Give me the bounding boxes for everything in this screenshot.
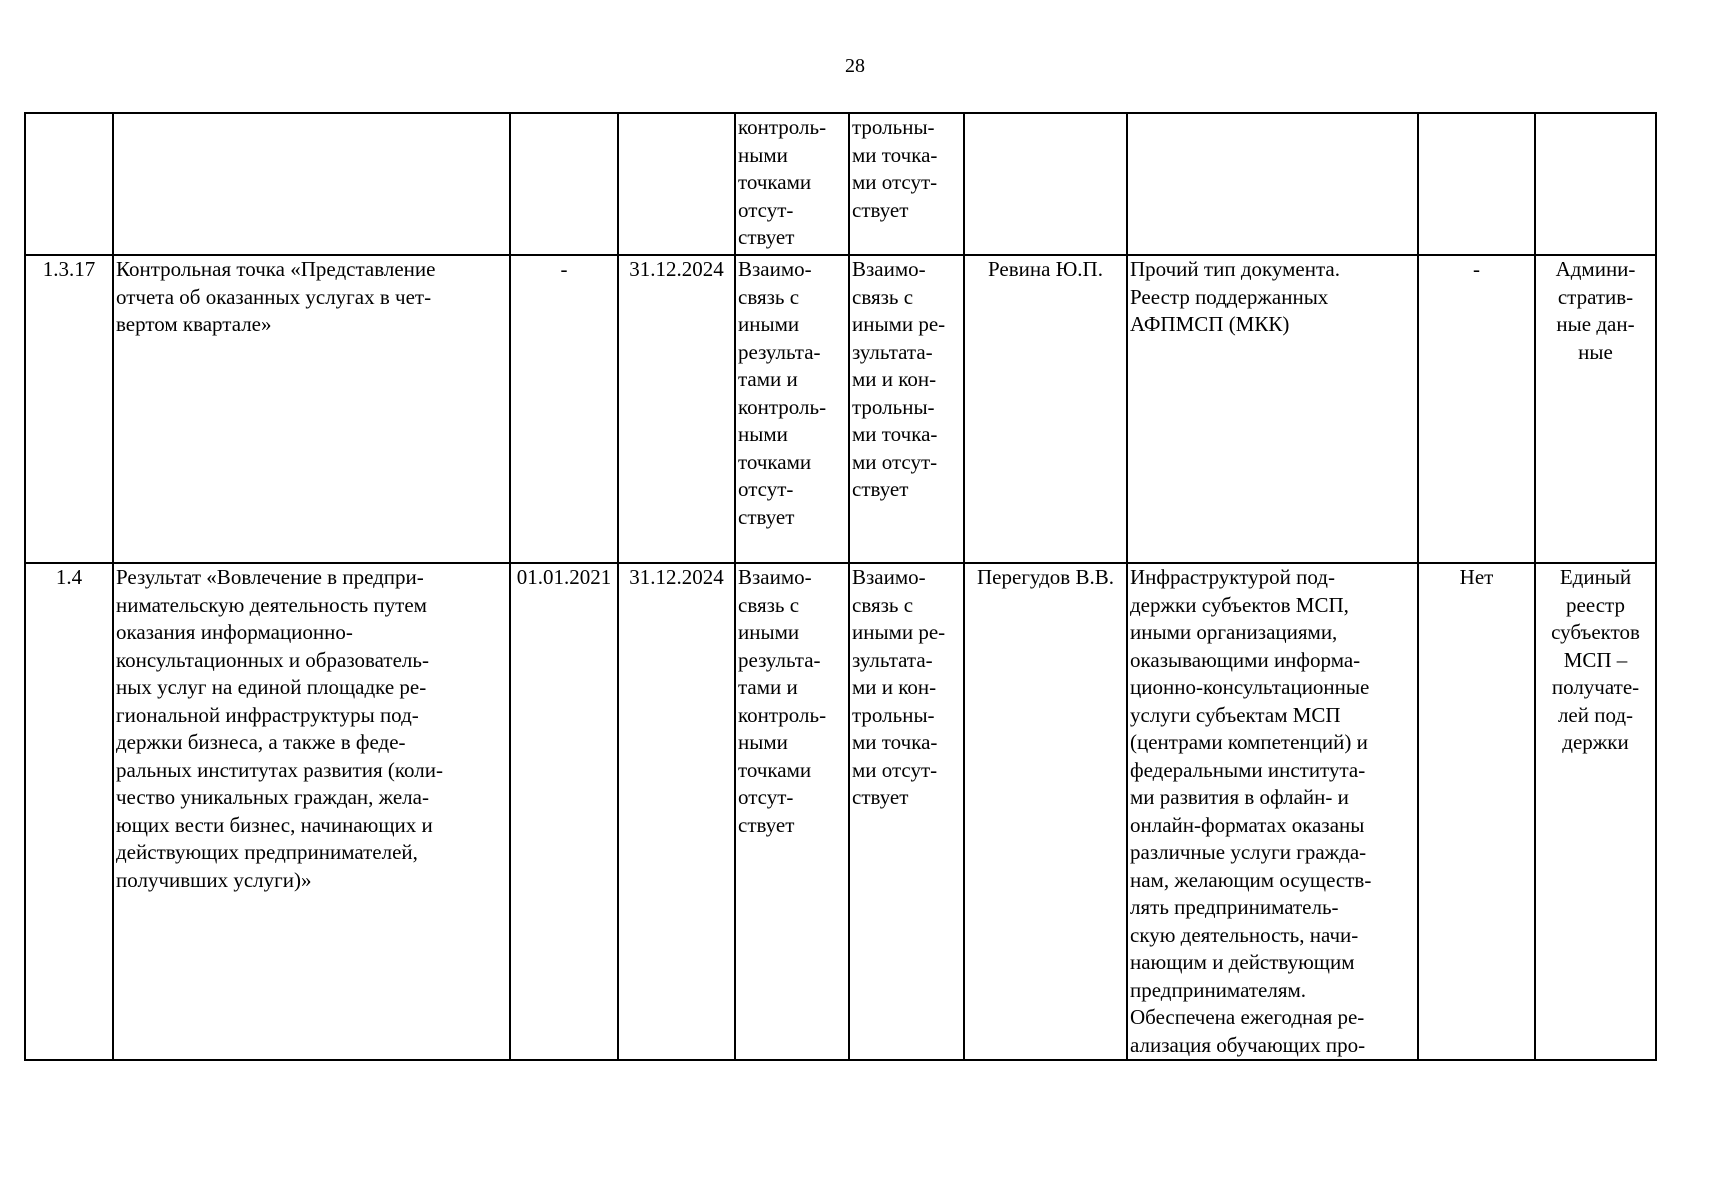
cell-number: 1.3.17	[25, 255, 113, 563]
cell-predecessors: контроль- ными точками отсут- ствует	[735, 113, 849, 255]
cell-name	[113, 113, 510, 255]
cell-responsible	[964, 113, 1127, 255]
table-row	[25, 113, 1656, 255]
cell-start-date: 01.01.2021	[510, 563, 618, 1060]
table-row	[25, 563, 1656, 1060]
cell-predecessors: Взаимо- связь с иными результа- тами и контроль- ными точками отсут- ствует	[735, 255, 849, 563]
cell-document: Инфраструктурой под- держки субъектов МСП, иными организациями, оказывающими информа- ционно-консультационные услуги субъектам МСП (центрами компетенций) и федеральными института- ми развития в офлайн- и онлайн-форматах оказаны различные услуги гражда- нам, желающим осуществ- лять предприниматель- скую деятельность, начи- нающим и действующим предпринимателям. Обеспечена ежегодная ре- ализация обучающих про-	[1127, 563, 1418, 1060]
cell-source: Единый реестр субъектов МСП – получате- лей под- держки	[1535, 563, 1656, 1060]
cell-indicator: Нет	[1418, 563, 1535, 1060]
cell-successors: Взаимо- связь с иными ре- зультата- ми и кон- трольны- ми точка- ми отсут- ствует	[849, 563, 964, 1060]
cell-end-date	[618, 113, 735, 255]
cell-source: Админи- стратив- ные дан- ные	[1535, 255, 1656, 563]
cell-end-date: 31.12.2024	[618, 255, 735, 563]
cell-start-date: -	[510, 255, 618, 563]
cell-name: Контрольная точка «Представление отчета об оказанных услугах в чет- вертом квартале»	[113, 255, 510, 563]
cell-responsible: Перегудов В.В.	[964, 563, 1127, 1060]
cell-document: Прочий тип документа. Реестр поддержанных АФПМСП (МКК)	[1127, 255, 1418, 563]
cell-source	[1535, 113, 1656, 255]
cell-document	[1127, 113, 1418, 255]
plan-table	[24, 112, 1657, 1061]
cell-predecessors: Взаимо- связь с иными результа- тами и контроль- ными точками отсут- ствует	[735, 563, 849, 1060]
cell-number: 1.4	[25, 563, 113, 1060]
cell-responsible: Ревина Ю.П.	[964, 255, 1127, 563]
cell-successors: трольны- ми точка- ми отсут- ствует	[849, 113, 964, 255]
cell-end-date: 31.12.2024	[618, 563, 735, 1060]
cell-indicator: -	[1418, 255, 1535, 563]
cell-successors: Взаимо- связь с иными ре- зультата- ми и кон- трольны- ми точка- ми отсут- ствует	[849, 255, 964, 563]
page-number: 28	[845, 55, 865, 77]
cell-start-date	[510, 113, 618, 255]
cell-number	[25, 113, 113, 255]
table-row	[25, 255, 1656, 563]
cell-name: Результат «Вовлечение в предпри- нимательскую деятельность путем оказания информационно- консультационных и образователь- ных услуг на единой площадке ре- гиональной инфраструктуры под- держки бизнеса, а также в феде- ральных институтах развития (коли- чество уникальных граждан, жела- ющих вести бизнес, начинающих и действующих предпринимателей, получивших услуги)»	[113, 563, 510, 1060]
cell-indicator	[1418, 113, 1535, 255]
